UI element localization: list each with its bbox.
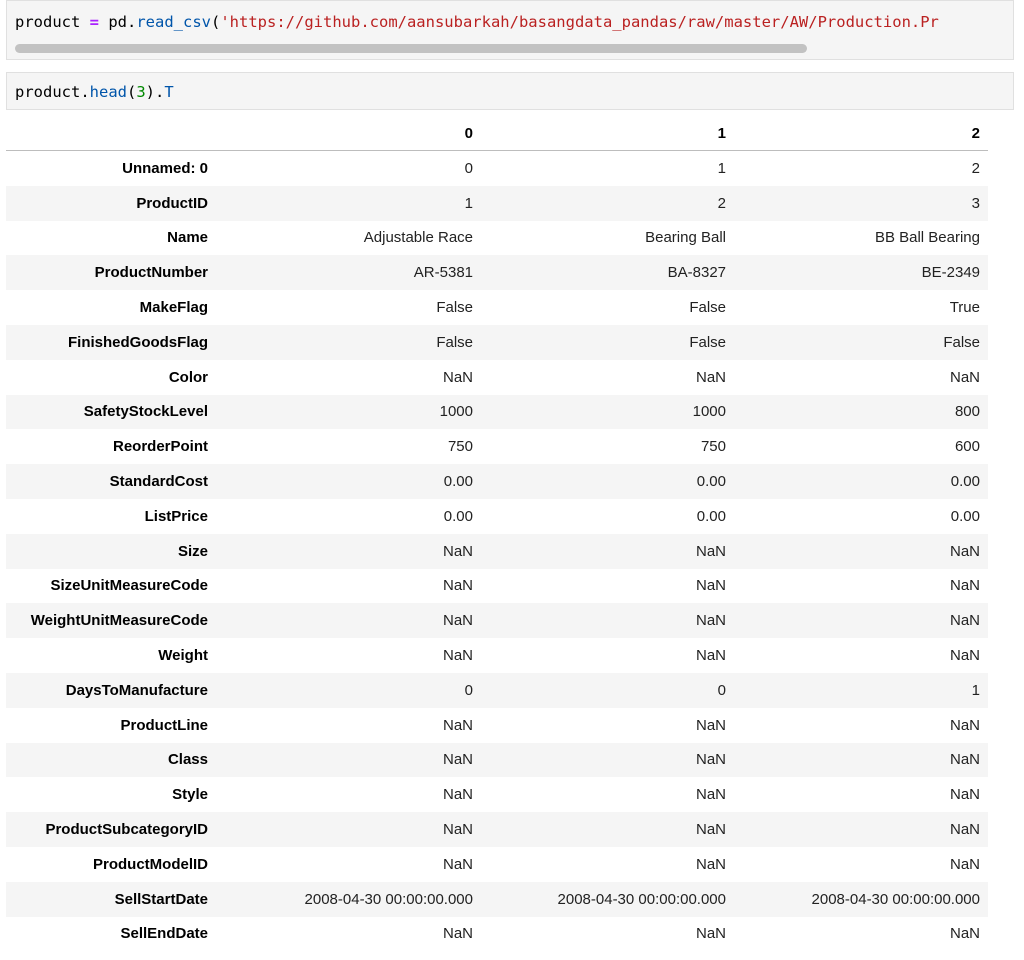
table-row (6, 673, 988, 708)
table-cell: 0.00 (950, 507, 980, 525)
row-label: MakeFlag (139, 299, 208, 317)
table-cell: NaN (442, 855, 473, 873)
code-token: pd. (99, 13, 137, 31)
scrollbar-thumb[interactable] (15, 44, 807, 53)
table-cell: AR-5381 (413, 264, 473, 282)
table-cell: False (436, 333, 473, 351)
row-label: Color (168, 368, 208, 386)
table-row (6, 743, 988, 778)
column-header: 0 (215, 116, 481, 151)
table-cell: 1 (464, 194, 473, 212)
code-token: ( (126, 83, 137, 101)
code-line-head[interactable] (15, 81, 174, 103)
table-cell: 1 (971, 681, 980, 699)
table-row (6, 603, 988, 638)
row-label: Weight (158, 647, 208, 665)
row-label: StandardCost (109, 473, 208, 491)
table-cell: NaN (949, 925, 980, 943)
table-row (6, 534, 988, 569)
table-row (6, 255, 988, 290)
code-token: 3 (136, 83, 146, 101)
table-cell: True (949, 299, 980, 317)
table-cell: NaN (949, 542, 980, 560)
table-cell: Bearing Ball (645, 229, 726, 247)
row-label: Name (167, 229, 208, 247)
table-cell: 1 (717, 159, 726, 177)
table-cell: 1000 (439, 403, 473, 421)
output-dataframe-table (6, 116, 988, 951)
table-row (6, 917, 988, 952)
row-label: ProductSubcategoryID (45, 821, 208, 839)
table-cell: 750 (700, 438, 726, 456)
table-cell: 2008-04-30 00:00:00.000 (557, 890, 726, 908)
code-cell-read-csv[interactable] (6, 0, 1014, 60)
table-cell: NaN (695, 577, 726, 595)
table-row (6, 777, 988, 812)
code-token: 'https://github.com/aansubarkah/basangdata_pandas/raw/master/AW/Production.Pr (220, 13, 939, 31)
row-label: SizeUnitMeasureCode (50, 577, 208, 595)
table-cell: NaN (695, 786, 726, 804)
table-row (6, 325, 988, 360)
table-cell: False (689, 299, 726, 317)
table-cell: 3 (971, 194, 980, 212)
row-label: SafetyStockLevel (83, 403, 208, 421)
table-header-row (6, 116, 988, 151)
table-cell: NaN (695, 612, 726, 630)
table-row (6, 290, 988, 325)
row-label: Unnamed: 0 (122, 159, 208, 177)
table-row (6, 638, 988, 673)
code-line-read-csv[interactable] (15, 11, 939, 33)
table-cell: NaN (442, 821, 473, 839)
table-cell: 2008-04-30 00:00:00.000 (811, 890, 980, 908)
column-header: 1 (481, 116, 734, 151)
table-cell: 0 (717, 681, 726, 699)
table-cell: 2008-04-30 00:00:00.000 (304, 890, 473, 908)
table-cell: NaN (695, 368, 726, 386)
table-cell: NaN (442, 577, 473, 595)
row-label: SellStartDate (114, 890, 208, 908)
code-token: = (89, 13, 100, 31)
row-label: DaysToManufacture (65, 681, 208, 699)
table-row (6, 429, 988, 464)
table-cell: 2 (971, 159, 980, 177)
table-cell: 0.00 (443, 473, 473, 491)
table-cell: 1000 (692, 403, 726, 421)
table-row (6, 499, 988, 534)
table-cell: False (689, 333, 726, 351)
table-row (6, 360, 988, 395)
table-cell: 0.00 (696, 507, 726, 525)
table-row (6, 708, 988, 743)
table-cell: NaN (442, 925, 473, 943)
table-cell: False (436, 299, 473, 317)
table-cell: NaN (695, 716, 726, 734)
table-cell: NaN (949, 855, 980, 873)
table-cell: 2 (717, 194, 726, 212)
table-row (6, 395, 988, 430)
table-cell: NaN (695, 925, 726, 943)
table-cell: NaN (442, 647, 473, 665)
code-token: head (89, 83, 127, 101)
table-cell: NaN (949, 751, 980, 769)
code-token: ( (211, 13, 221, 31)
row-label: WeightUnitMeasureCode (30, 612, 208, 630)
table-cell: NaN (949, 368, 980, 386)
table-cell: NaN (442, 786, 473, 804)
table-cell: 0.00 (950, 473, 980, 491)
table-row (6, 151, 988, 186)
table-cell: BE-2349 (921, 264, 980, 282)
table-cell: 0.00 (443, 507, 473, 525)
row-label: ReorderPoint (112, 438, 208, 456)
row-label: Size (177, 542, 208, 560)
row-label: SellEndDate (120, 925, 208, 943)
table-cell: 0 (464, 681, 473, 699)
table-cell: NaN (949, 716, 980, 734)
table-cell: Adjustable Race (363, 229, 473, 247)
row-label: ListPrice (144, 507, 208, 525)
code-token: product (15, 13, 81, 31)
table-cell: NaN (695, 821, 726, 839)
code-cell-head[interactable] (6, 72, 1014, 110)
table-cell: NaN (949, 821, 980, 839)
code-token (80, 13, 89, 31)
table-cell: NaN (442, 542, 473, 560)
table-row (6, 221, 988, 256)
row-label: FinishedGoodsFlag (67, 333, 208, 351)
column-header: 2 (734, 116, 988, 151)
table-cell: NaN (949, 612, 980, 630)
table-row (6, 882, 988, 917)
table-cell: NaN (442, 716, 473, 734)
row-label: ProductLine (120, 716, 208, 734)
table-cell: NaN (442, 751, 473, 769)
table-row (6, 464, 988, 499)
table-cell: NaN (695, 855, 726, 873)
table-cell: BB Ball Bearing (874, 229, 980, 247)
table-cell: NaN (695, 647, 726, 665)
table-row (6, 812, 988, 847)
row-label: Style (172, 786, 208, 804)
table-cell: NaN (949, 647, 980, 665)
table-row (6, 569, 988, 604)
table-cell: 0 (464, 159, 473, 177)
row-label: ProductModelID (93, 855, 208, 873)
code-token: T (164, 83, 174, 101)
row-label: Class (167, 751, 208, 769)
code-token: product. (15, 83, 90, 101)
horizontal-scrollbar[interactable] (9, 43, 1011, 53)
table-row (6, 186, 988, 221)
table-cell: NaN (442, 612, 473, 630)
table-cell: 0.00 (696, 473, 726, 491)
row-label: ProductNumber (94, 264, 208, 282)
table-cell: NaN (949, 577, 980, 595)
table-cell: NaN (442, 368, 473, 386)
table-cell: NaN (695, 751, 726, 769)
row-label: ProductID (136, 194, 208, 212)
table-cell: NaN (949, 786, 980, 804)
table-row (6, 847, 988, 882)
table-cell: 600 (954, 438, 980, 456)
table-cell: BA-8327 (667, 264, 726, 282)
code-token: ). (145, 83, 165, 101)
code-token: read_csv (136, 13, 211, 31)
table-cell: 800 (954, 403, 980, 421)
table-cell: False (943, 333, 980, 351)
table-cell: NaN (695, 542, 726, 560)
table-cell: 750 (447, 438, 473, 456)
index-header (6, 116, 215, 151)
